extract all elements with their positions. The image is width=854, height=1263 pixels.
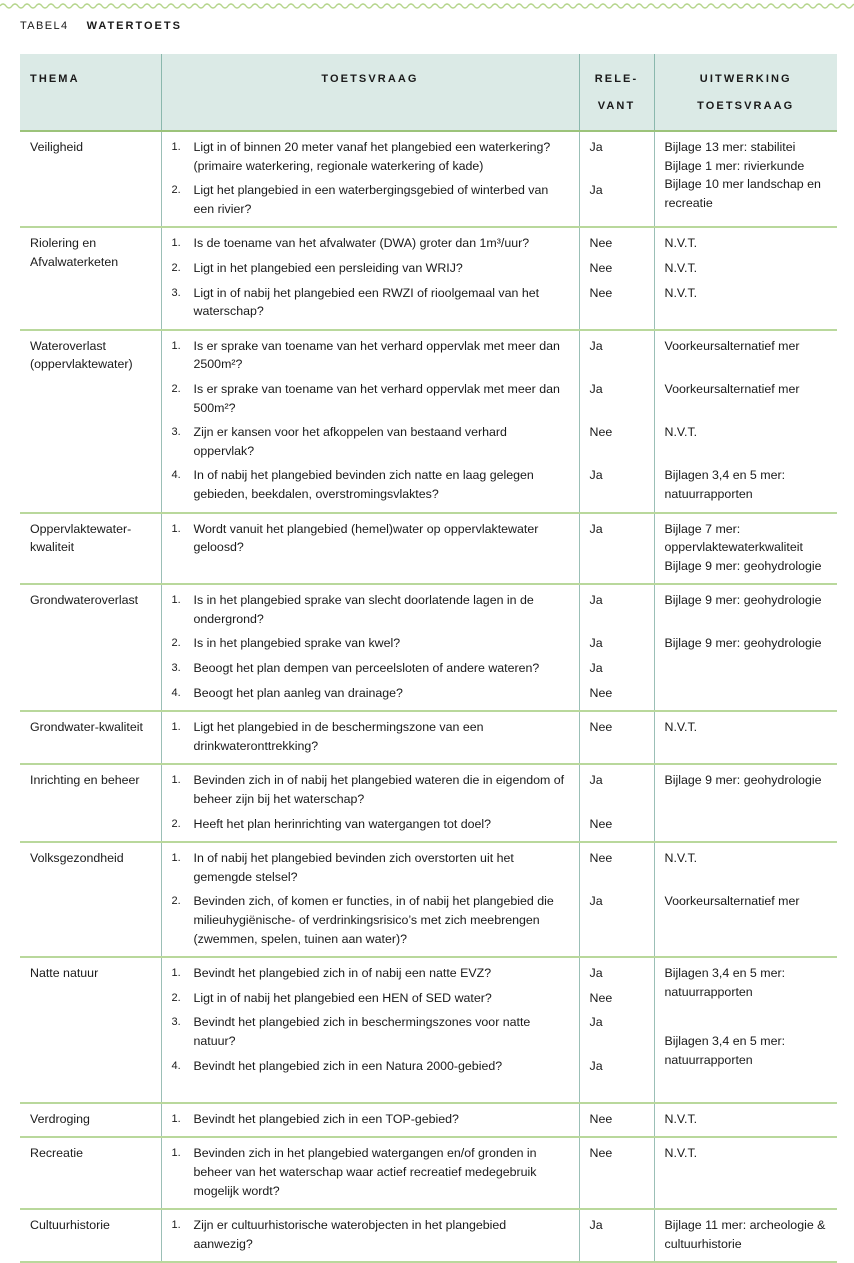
question-text: Zijn er cultuurhistorische waterobjecten in het plangebied aanwezig? xyxy=(193,1218,507,1251)
question-item xyxy=(172,1216,569,1253)
relevant-cell xyxy=(579,227,654,329)
table-title: WATERTOETS xyxy=(86,20,182,32)
toetsvraag-cell xyxy=(161,1209,579,1262)
question-text: Ligt in of nabij het plangebied een RWZI of rioolgemaal van het waterschap? xyxy=(193,285,540,319)
question-text: Ligt het plangebied in de beschermingszone van een drinkwateronttrekking? xyxy=(193,720,484,753)
question-item xyxy=(172,138,569,175)
uitwerking-cell xyxy=(654,131,837,227)
header-thema: THEMA xyxy=(20,54,161,131)
thema-cell: Cultuurhistorie xyxy=(30,1218,110,1233)
table-number: TABEL4 xyxy=(20,20,69,32)
question-item xyxy=(172,634,569,653)
table-row xyxy=(20,513,837,585)
question-text: Bevindt het plangebied zich in een Natura 2000-gebied? xyxy=(193,1058,503,1073)
uitwerking-value: Voorkeursalternatief mer xyxy=(664,338,800,353)
question-number: 1. xyxy=(171,141,181,153)
table-row xyxy=(20,131,837,227)
question-item xyxy=(172,259,569,278)
relevant-value: Nee xyxy=(589,1146,613,1161)
uitwerking-value: N.V.T. xyxy=(664,1146,698,1161)
relevant-value: Ja xyxy=(589,521,603,536)
relevant-cell xyxy=(579,131,654,227)
uitwerking-value: Bijlagen 3,4 en 5 mer: natuurrapporten xyxy=(664,1033,786,1067)
uitwerking-value: Bijlage 9 mer: geohydrologie xyxy=(664,773,822,788)
relevant-cell xyxy=(579,584,654,711)
toetsvraag-cell xyxy=(161,1137,579,1209)
question-item xyxy=(172,659,569,678)
question-item xyxy=(172,337,569,374)
question-text: Ligt in of binnen 20 meter vanaf het plangebied een waterkering? (primaire waterkering, regionale waterkering of kade) xyxy=(193,140,551,173)
uitwerking-value: Voorkeursalternatief mer xyxy=(664,381,800,396)
question-text: Wordt vanuit het plangebied (hemel)water op oppervlaktewater geloosd? xyxy=(193,521,539,555)
question-text: Beoogt het plan dempen van perceelsloten of andere wateren? xyxy=(193,661,540,676)
question-text: Bevindt het plangebied zich in een TOP-gebied? xyxy=(193,1111,459,1126)
relevant-value: Nee xyxy=(589,285,613,300)
header-toetsvraag: TOETSVRAAG xyxy=(161,54,579,131)
relevant-cell xyxy=(579,842,654,957)
thema-cell: Oppervlaktewater-kwaliteit xyxy=(30,521,132,555)
uitwerking-value: Bijlagen 3,4 en 5 mer: natuurrapporten xyxy=(664,468,786,501)
thema-cell: Veiligheid xyxy=(30,140,84,154)
question-item xyxy=(172,892,569,948)
relevant-value: Ja xyxy=(589,1218,603,1233)
table-row xyxy=(20,764,837,842)
relevant-value: Ja xyxy=(589,468,603,483)
relevant-value: Nee xyxy=(589,425,613,440)
uitwerking-cell xyxy=(654,764,837,842)
question-number: 3. xyxy=(171,1016,181,1029)
table-caption xyxy=(20,20,182,32)
question-item xyxy=(172,380,569,417)
question-number: 2. xyxy=(171,184,181,197)
table-row xyxy=(20,584,837,711)
table-row xyxy=(20,957,837,1103)
question-number: 1. xyxy=(171,339,181,352)
question-text: Is er sprake van toename van het verhard oppervlak met meer dan 2500m²? xyxy=(193,338,560,372)
table-row xyxy=(20,227,837,329)
uitwerking-value: N.V.T. xyxy=(664,851,698,866)
question-number: 1. xyxy=(171,1219,181,1232)
relevant-value: Ja xyxy=(589,140,603,154)
thema-cell: Inrichting en beheer xyxy=(30,773,140,788)
relevant-cell xyxy=(579,1103,654,1138)
uitwerking-value xyxy=(665,815,828,834)
relevant-value: Ja xyxy=(589,1058,603,1073)
question-number: 3. xyxy=(171,286,181,299)
thema-cell: Natte natuur xyxy=(30,966,99,981)
question-number: 1. xyxy=(171,1112,181,1125)
question-text: Ligt het plangebied in een waterbergingsgebied of winterbed van een rivier? xyxy=(193,183,549,216)
relevant-value: Ja xyxy=(589,966,603,981)
question-number: 4. xyxy=(171,469,181,482)
uitwerking-cell xyxy=(654,513,837,585)
question-item xyxy=(172,989,569,1008)
uitwerking-value: Bijlage 9 mer: geohydrologie xyxy=(664,593,822,608)
question-item xyxy=(172,591,569,628)
uitwerking-cell xyxy=(654,711,837,764)
uitwerking-value: N.V.T. xyxy=(664,1111,698,1126)
uitwerking-value: N.V.T. xyxy=(664,285,698,300)
question-item xyxy=(172,284,569,321)
uitwerking-cell xyxy=(654,842,837,957)
relevant-value: Nee xyxy=(589,685,613,700)
question-number: 2. xyxy=(171,261,181,274)
relevant-value: Nee xyxy=(589,990,613,1005)
question-number: 1. xyxy=(171,522,181,535)
toetsvraag-cell xyxy=(161,957,579,1103)
question-text: Zijn er kansen voor het afkoppelen van bestaand verhard oppervlak? xyxy=(193,425,507,458)
question-text: Ligt in of nabij het plangebied een HEN of SED water? xyxy=(193,990,492,1005)
toetsvraag-cell xyxy=(161,227,579,329)
toetsvraag-cell xyxy=(161,1103,579,1138)
watertoets-table xyxy=(20,54,837,1263)
question-text: Is in het plangebied sprake van slecht doorlatende lagen in de ondergrond? xyxy=(193,593,534,626)
relevant-value: Ja xyxy=(589,636,603,651)
header-uitwerking: UITWERKING TOETSVRAAG xyxy=(654,54,837,131)
toetsvraag-cell xyxy=(161,131,579,227)
table-row xyxy=(20,1209,837,1262)
table-row xyxy=(20,711,837,764)
uitwerking-value: N.V.T. xyxy=(664,260,698,275)
question-number: 2. xyxy=(171,817,181,830)
toetsvraag-cell xyxy=(161,842,579,957)
question-number: 4. xyxy=(171,1059,181,1072)
relevant-cell xyxy=(579,330,654,513)
thema-cell: Riolering en Afvalwaterketen xyxy=(30,236,119,269)
uitwerking-value: Bijlagen 3,4 en 5 mer: natuurrapporten xyxy=(664,966,786,999)
relevant-cell xyxy=(579,1137,654,1209)
question-number: 1. xyxy=(171,967,181,980)
relevant-cell xyxy=(579,957,654,1103)
uitwerking-value: Voorkeursalternatief mer xyxy=(664,894,800,909)
uitwerking-value: Bijlage 9 mer: geohydrologie xyxy=(664,636,822,651)
uitwerking-value xyxy=(665,1075,828,1094)
question-item xyxy=(172,1057,569,1076)
decorative-wavy-line xyxy=(0,0,854,12)
relevant-value: Ja xyxy=(589,1015,603,1030)
table-row xyxy=(20,330,837,513)
uitwerking-cell xyxy=(654,584,837,711)
question-text: Bevinden zich, of komen er functies, in of nabij het plangebied die milieuhygiënische- of verdrinkingsrisico’s met zich meebrengen (zwemmen, spelen, tuinen aan water)? xyxy=(193,894,554,946)
header-row xyxy=(20,54,837,131)
relevant-value: Nee xyxy=(589,816,613,831)
relevant-value: Nee xyxy=(589,260,613,275)
question-number: 2. xyxy=(171,991,181,1004)
thema-cell: Verdroging xyxy=(30,1111,90,1126)
relevant-value: Ja xyxy=(589,773,603,788)
question-number: 1. xyxy=(171,774,181,787)
question-item xyxy=(172,1013,569,1050)
thema-cell: Grondwateroverlast xyxy=(30,593,139,608)
question-item xyxy=(172,181,569,218)
header-relevant: RELE- VANT xyxy=(579,54,654,131)
uitwerking-cell xyxy=(654,957,837,1103)
relevant-cell xyxy=(579,513,654,585)
relevant-value: Nee xyxy=(589,720,613,735)
question-text: Is in het plangebied sprake van kwel? xyxy=(193,636,401,651)
uitwerking-value xyxy=(665,1007,828,1026)
uitwerking-cell xyxy=(654,1103,837,1138)
uitwerking-value xyxy=(665,684,828,703)
question-item xyxy=(172,1144,569,1200)
question-item xyxy=(172,423,569,460)
question-number: 2. xyxy=(171,895,181,908)
question-number: 1. xyxy=(171,594,181,607)
toetsvraag-cell xyxy=(161,513,579,585)
toetsvraag-cell xyxy=(161,584,579,711)
uitwerking-cell xyxy=(654,1137,837,1209)
relevant-value: Ja xyxy=(589,338,603,353)
table-row xyxy=(20,842,837,957)
question-number: 1. xyxy=(171,852,181,865)
relevant-cell xyxy=(579,711,654,764)
table-row xyxy=(20,1137,837,1209)
question-number: 1. xyxy=(171,1147,181,1160)
toetsvraag-cell xyxy=(161,711,579,764)
question-item xyxy=(172,849,569,886)
uitwerking-value: N.V.T. xyxy=(664,720,698,735)
question-number: 1. xyxy=(171,721,181,734)
question-text: In of nabij het plangebied bevinden zich natte en laag gelegen gebieden, beekdalen, overstromingsvlaktes? xyxy=(193,468,534,501)
relevant-value: Ja xyxy=(589,894,603,909)
uitwerking-value: N.V.T. xyxy=(664,425,698,440)
toetsvraag-cell xyxy=(161,330,579,513)
question-text: Bevinden zich in het plangebied watergangen en/of gronden in beheer van het waterschap waar actief recreatief medegebruik mogelijk wordt? xyxy=(193,1146,537,1198)
relevant-value: Ja xyxy=(589,661,603,676)
question-text: In of nabij het plangebied bevinden zich overstorten uit het gemengde stelsel? xyxy=(193,851,514,884)
question-item xyxy=(172,815,569,834)
question-text: Is er sprake van toename van het verhard oppervlak met meer dan 500m²? xyxy=(193,381,560,415)
question-text: Ligt in het plangebied een persleiding van WRIJ? xyxy=(193,260,463,275)
relevant-cell xyxy=(579,764,654,842)
relevant-value: Nee xyxy=(589,851,613,866)
uitwerking-cell xyxy=(654,1209,837,1262)
thema-cell: Volksgezondheid xyxy=(30,851,124,866)
question-item xyxy=(172,684,569,703)
relevant-value: Ja xyxy=(589,593,603,608)
uitwerking-cell xyxy=(654,330,837,513)
question-item xyxy=(172,718,569,755)
relevant-value: Nee xyxy=(589,1111,613,1126)
question-number: 2. xyxy=(171,382,181,395)
relevant-value: Ja xyxy=(589,183,603,198)
question-item xyxy=(172,520,569,557)
question-item xyxy=(172,964,569,983)
relevant-cell xyxy=(579,1209,654,1262)
uitwerking-value xyxy=(665,659,828,678)
table-row xyxy=(20,1103,837,1138)
uitwerking-value: Bijlage 7 mer: oppervlaktewaterkwaliteit Bijlage 9 mer: geohydrologie xyxy=(664,521,822,573)
relevant-value: Nee xyxy=(589,236,613,251)
question-number: 1. xyxy=(171,237,181,250)
question-text: Beoogt het plan aanleg van drainage? xyxy=(193,685,403,700)
question-item xyxy=(172,771,569,808)
thema-cell: Wateroverlast (oppervlaktewater) xyxy=(30,338,133,372)
thema-cell: Recreatie xyxy=(30,1146,84,1161)
uitwerking-cell xyxy=(654,227,837,329)
uitwerking-value: Bijlage 11 mer: archeologie & cultuurhistorie xyxy=(664,1218,826,1251)
question-number: 4. xyxy=(171,686,181,699)
question-number: 2. xyxy=(171,637,181,650)
uitwerking-value: N.V.T. xyxy=(664,236,698,251)
question-text: Is de toename van het afvalwater (DWA) groter dan 1m³/uur? xyxy=(193,236,530,251)
relevant-value: Ja xyxy=(589,381,603,396)
question-text: Bevindt het plangebied zich in of nabij een natte EVZ? xyxy=(193,966,492,981)
uitwerking-value: Bijlage 13 mer: stabilitei Bijlage 1 mer: rivierkunde Bijlage 10 mer landschap en recreatie xyxy=(664,140,821,210)
thema-cell: Grondwater-kwaliteit xyxy=(30,720,143,735)
toetsvraag-cell xyxy=(161,764,579,842)
question-text: Heeft het plan herinrichting van watergangen tot doel? xyxy=(193,816,492,831)
question-item xyxy=(172,466,569,503)
question-text: Bevinden zich in of nabij het plangebied wateren die in eigendom of beheer zijn bij het waterschap? xyxy=(193,773,565,807)
question-item xyxy=(172,1110,569,1129)
question-text: Bevindt het plangebied zich in beschermingszones voor natte natuur? xyxy=(193,1015,531,1048)
question-item xyxy=(172,234,569,253)
question-number: 3. xyxy=(171,662,181,675)
question-number: 3. xyxy=(171,426,181,439)
